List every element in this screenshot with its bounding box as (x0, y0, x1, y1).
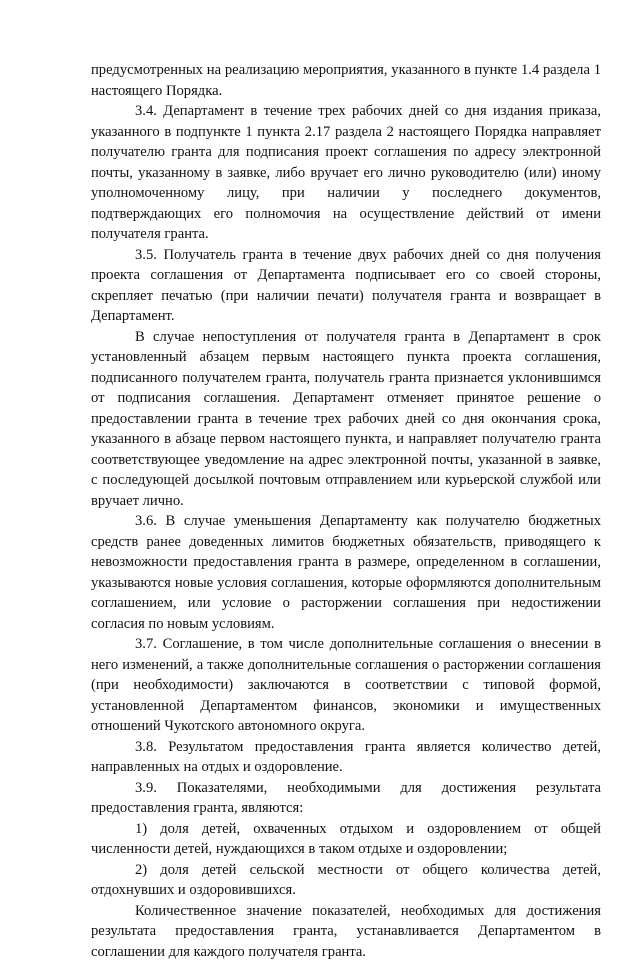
paragraph-3-5-non-receipt: В случае непоступления от получателя гранта в Департамент в срок установленный абзацем первым настоящего пункта проекта соглашения, подписанного получателем гранта, получатель гранта признается уклонившимся от подписания соглашения. Департамент отменяет принятое решение о предоставлении гранта в течение трех рабочих дней со дня окончания срока, указанного в абзаце первом настоящего пункта, и направляет получателю гранта соответствующее уведомление на адрес электронной почты, указанной в заявке, с последующей досылкой почтовым отправлением или курьерской службой или вручает лично. (91, 327, 601, 512)
paragraph-3-6: 3.6. В случае уменьшения Департаменту как получателю бюджетных средств ранее доведенных лимитов бюджетных обязательств, приводящего к невозможности предоставления гранта в размере, определенном в соглашении, указываются новые условия соглашения, которые оформляются дополнительным соглашением, или условие о расторжении соглашения при недостижении согласия по новым условиям. (91, 511, 601, 634)
paragraph-3-5: 3.5. Получатель гранта в течение двух рабочих дней со дня получения проекта соглашения от Департамента подписывает его со своей стороны, скрепляет печатью (при наличии печати) получателя гранта и возвращает в Департамент. (91, 245, 601, 327)
list-item-1: 1) доля детей, охваченных отдыхом и оздоровлением от общей численности детей, нуждающихся в таком отдыхе и оздоровлении; (91, 819, 601, 860)
paragraph-3-8: 3.8. Результатом предоставления гранта является количество детей, направленных на отдых и оздоровление. (91, 737, 601, 778)
paragraph-continued: предусмотренных на реализацию мероприятия, указанного в пункте 1.4 раздела 1 настоящего Порядка. (91, 60, 601, 101)
paragraph-3-9: 3.9. Показателями, необходимыми для достижения результата предоставления гранта, являются: (91, 778, 601, 819)
paragraph-quantitative-value: Количественное значение показателей, необходимых для достижения результата предоставления гранта, устанавливается Департаментом в соглашении для каждого получателя гранта. (91, 901, 601, 962)
list-item-2: 2) доля детей сельской местности от общего количества детей, отдохнувших и оздоровившихся. (91, 860, 601, 901)
paragraph-3-4: 3.4. Департамент в течение трех рабочих дней со дня издания приказа, указанного в подпункте 1 пункта 2.17 раздела 2 настоящего Порядка направляет получателю гранта для подписания проект соглашения по адресу электронной почты, указанному в заявке, либо вручает его лично руководителю (или) иному уполномоченному лицу, при наличии у последнего документов, подтверждающих его полномочия на осуществление действий от имени получателя гранта. (91, 101, 601, 245)
document-body (91, 60, 601, 962)
paragraph-3-7: 3.7. Соглашение, в том числе дополнительные соглашения о внесении в него изменений, а также дополнительные соглашения о расторжении соглашения (при необходимости) заключаются в соответствии с типовой формой, установленной Департаментом финансов, экономики и имущественных отношений Чукотского автономного округа. (91, 634, 601, 737)
